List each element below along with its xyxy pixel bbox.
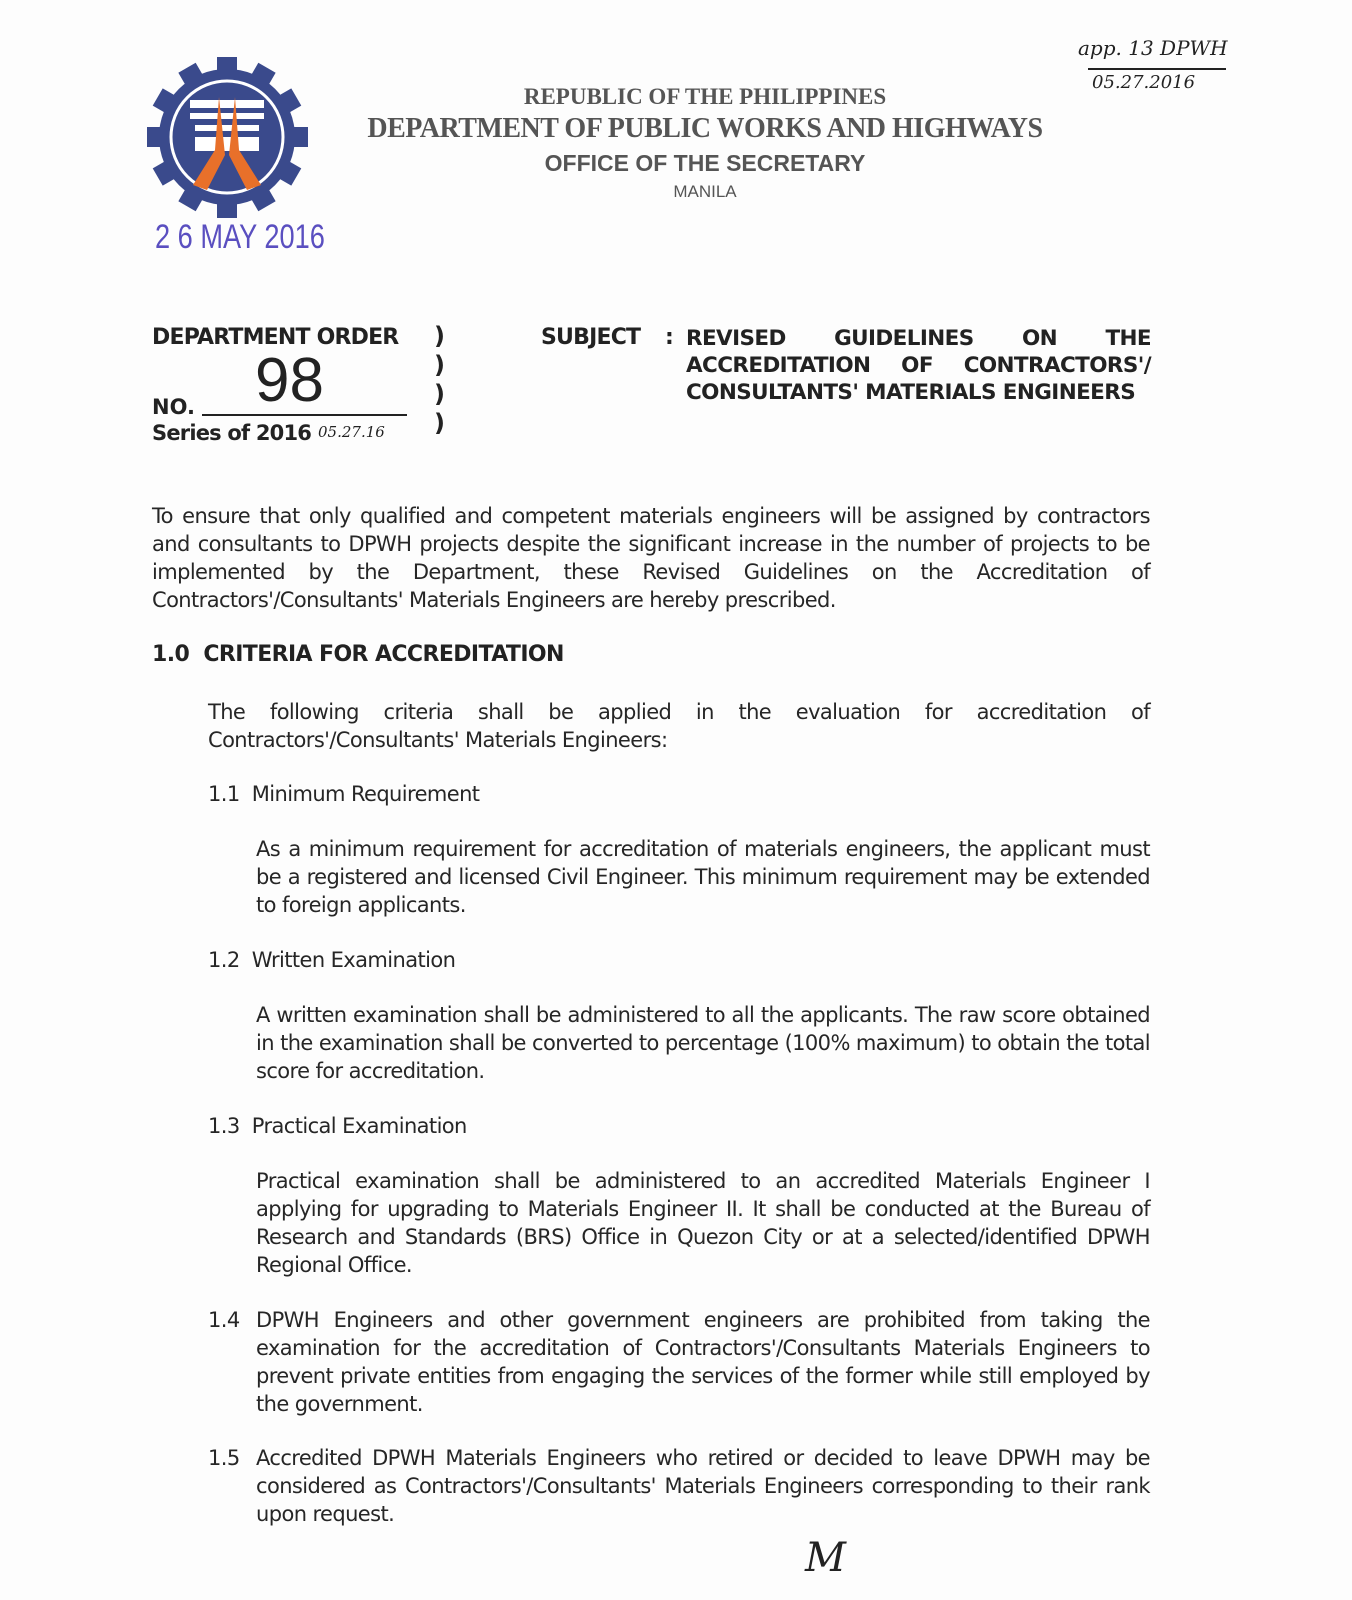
item-number: 1.4: [208, 1308, 240, 1332]
dpwh-logo: [145, 55, 310, 220]
item-heading: 1.3 Practical Examination: [208, 1114, 467, 1138]
intro-paragraph: To ensure that only qualified and competent materials engineers will be assigned by contractors and consultants to DPWH projects despite the significant increase in the number of projects to be implemented by the Department, these Revised Guidelines on the Accreditation of Contractors'/Consultants' Materials Engineers are hereby prescribed.: [152, 504, 1150, 612]
item-text: DPWH Engineers and other government engineers are prohibited from taking the examination for the accreditation of Contractors'/Consultants Materials Engineers to prevent private entities from engaging the services of the former while still employed by the government.: [256, 1308, 1150, 1416]
item-text: Accredited DPWH Materials Engineers who retired or decided to leave DPWH may be considered as Contractors'/Consultants' Materials Engineers corresponding to their rank upon request.: [256, 1446, 1150, 1526]
subject-line: CONSULTANTS' MATERIALS ENGINEERS: [686, 380, 1136, 405]
order-series: Series of 2016: [152, 421, 312, 445]
parentheses: ) ) ) ): [434, 322, 445, 437]
order-number: 98: [255, 346, 324, 415]
item-text: As a minimum requirement for accreditation of materials engineers, the applicant must be a registered and licensed Civil Engineer. This minimum requirement may be extended to foreign applicants.: [256, 837, 1150, 917]
order-label: DEPARTMENT ORDER: [152, 325, 399, 350]
header-office: OFFICE OF THE SECRETARY: [544, 150, 866, 176]
received-date-stamp: 2 6 MAY 2016: [155, 218, 325, 256]
handwritten-divider: [1088, 68, 1226, 70]
order-no-label: NO.: [152, 395, 195, 419]
item-heading: 1.2 Written Examination: [208, 948, 456, 972]
section-lead: The following criteria shall be applied in the evaluation for accreditation of Contractors'/Consultants' Materials Engineers:: [208, 700, 1150, 752]
series-handwritten-note: 05.27.16: [318, 423, 385, 441]
subject-line: REVISED GUIDELINES ON THE: [686, 326, 1151, 351]
header-department: DEPARTMENT OF PUBLIC WORKS AND HIGHWAYS: [367, 113, 1043, 144]
subject-line: ACCREDITATION OF CONTRACTORS'/: [686, 353, 1151, 378]
header-city: MANILA: [673, 182, 737, 201]
item-heading: 1.1 Minimum Requirement: [208, 782, 480, 806]
item-text: Practical examination shall be administered to an accredited Materials Engineer I applying for upgrading to Materials Engineer II. It shall be conducted at the Bureau of Research and Standards (BRS) Office in Quezon City or at a selected/identified DPWH Regional Office.: [256, 1169, 1150, 1277]
handwritten-note-bottom: 05.27.2016: [1092, 72, 1196, 93]
handwritten-note-top: app. 13 DPWH: [1078, 36, 1228, 60]
initials-signature: M: [805, 1535, 846, 1581]
item-number: 1.5: [208, 1446, 240, 1470]
header-republic: REPUBLIC OF THE PHILIPPINES: [523, 84, 887, 109]
section-number: 1.0: [152, 642, 190, 667]
subject-text: [686, 325, 1151, 406]
item-text: A written examination shall be administered to all the applicants. The raw score obtained in the examination shall be converted to percentage (100% maximum) to obtain the total score for accreditation.: [256, 1003, 1150, 1083]
subject-colon: :: [665, 325, 674, 350]
subject-label: SUBJECT: [541, 325, 641, 350]
section-title: CRITERIA FOR ACCREDITATION: [203, 642, 564, 667]
section-heading: [152, 642, 564, 667]
